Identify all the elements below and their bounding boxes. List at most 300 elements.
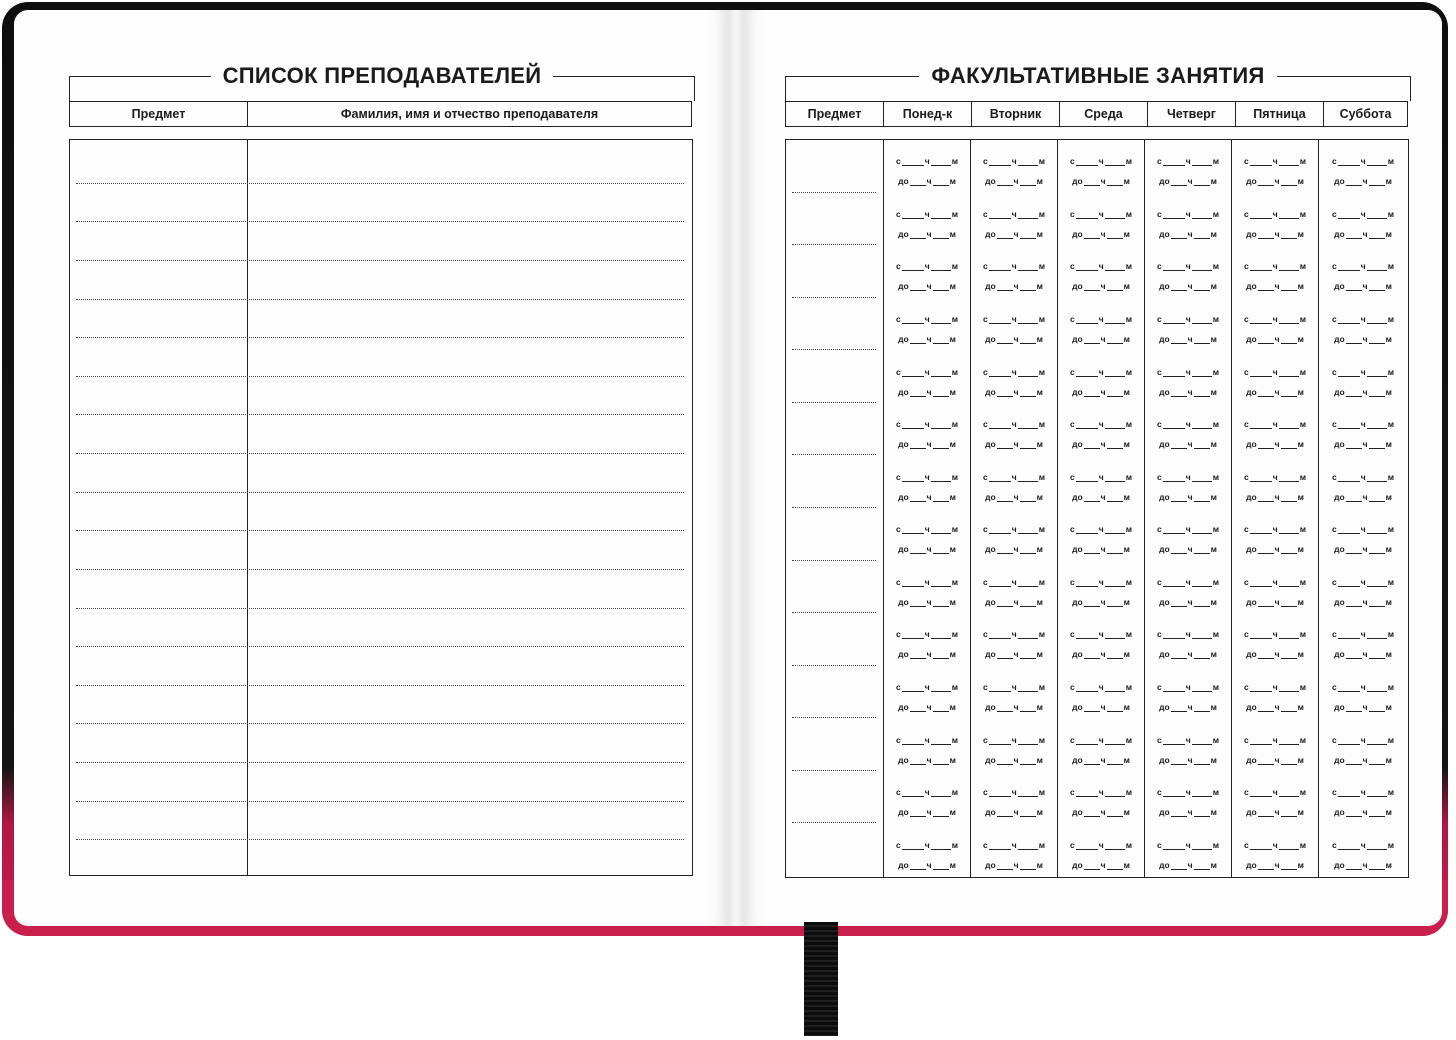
fill-blank[interactable] bbox=[1020, 335, 1036, 344]
fill-blank[interactable] bbox=[1338, 210, 1360, 219]
writing-line[interactable] bbox=[76, 260, 684, 261]
fill-blank[interactable] bbox=[1338, 525, 1360, 534]
fill-blank[interactable] bbox=[1281, 861, 1297, 870]
fill-blank[interactable] bbox=[910, 545, 926, 554]
time-slot[interactable] bbox=[1232, 771, 1318, 824]
bookmark-ribbon[interactable] bbox=[804, 922, 838, 1036]
fill-blank[interactable] bbox=[1279, 210, 1299, 219]
fill-blank[interactable] bbox=[997, 388, 1013, 397]
fill-blank[interactable] bbox=[1367, 578, 1387, 587]
fill-blank[interactable] bbox=[1107, 545, 1123, 554]
fill-blank[interactable] bbox=[931, 788, 951, 797]
writing-line[interactable] bbox=[76, 723, 684, 724]
time-slot[interactable] bbox=[1058, 508, 1144, 561]
fill-blank[interactable] bbox=[1163, 788, 1185, 797]
fill-blank[interactable] bbox=[933, 493, 949, 502]
fill-blank[interactable] bbox=[1369, 545, 1385, 554]
writing-line[interactable] bbox=[76, 453, 684, 454]
fill-blank[interactable] bbox=[1250, 210, 1272, 219]
fill-blank[interactable] bbox=[1107, 440, 1123, 449]
fill-blank[interactable] bbox=[1369, 598, 1385, 607]
fill-blank[interactable] bbox=[1192, 210, 1212, 219]
fill-blank[interactable] bbox=[1163, 630, 1185, 639]
fill-blank[interactable] bbox=[1194, 335, 1210, 344]
fill-blank[interactable] bbox=[1076, 262, 1098, 271]
time-slot[interactable] bbox=[1319, 245, 1407, 298]
fill-blank[interactable] bbox=[1084, 388, 1100, 397]
fill-blank[interactable] bbox=[902, 630, 924, 639]
fill-blank[interactable] bbox=[1250, 473, 1272, 482]
fill-blank[interactable] bbox=[1281, 598, 1297, 607]
fill-blank[interactable] bbox=[1281, 177, 1297, 186]
time-slot[interactable] bbox=[1058, 718, 1144, 771]
time-slot[interactable] bbox=[1058, 613, 1144, 666]
fill-blank[interactable] bbox=[1338, 315, 1360, 324]
fill-blank[interactable] bbox=[1018, 788, 1038, 797]
fill-blank[interactable] bbox=[902, 157, 924, 166]
fill-blank[interactable] bbox=[933, 650, 949, 659]
fill-blank[interactable] bbox=[1281, 335, 1297, 344]
fill-blank[interactable] bbox=[1084, 440, 1100, 449]
fill-blank[interactable] bbox=[1107, 282, 1123, 291]
time-slot[interactable] bbox=[1232, 245, 1318, 298]
fill-blank[interactable] bbox=[1258, 282, 1274, 291]
fill-blank[interactable] bbox=[1018, 157, 1038, 166]
fill-blank[interactable] bbox=[1163, 578, 1185, 587]
fill-blank[interactable] bbox=[1346, 388, 1362, 397]
fill-blank[interactable] bbox=[1107, 493, 1123, 502]
fill-blank[interactable] bbox=[1105, 315, 1125, 324]
fill-blank[interactable] bbox=[1367, 420, 1387, 429]
fill-blank[interactable] bbox=[1105, 525, 1125, 534]
fill-blank[interactable] bbox=[1281, 650, 1297, 659]
fill-blank[interactable] bbox=[1171, 598, 1187, 607]
time-slot[interactable] bbox=[971, 298, 1057, 351]
fill-blank[interactable] bbox=[1338, 262, 1360, 271]
fill-blank[interactable] bbox=[1171, 861, 1187, 870]
fill-blank[interactable] bbox=[1076, 630, 1098, 639]
time-slot[interactable] bbox=[971, 455, 1057, 508]
fill-blank[interactable] bbox=[1367, 525, 1387, 534]
fill-blank[interactable] bbox=[1369, 388, 1385, 397]
fill-blank[interactable] bbox=[1369, 177, 1385, 186]
fill-blank[interactable] bbox=[1369, 440, 1385, 449]
fill-blank[interactable] bbox=[1258, 388, 1274, 397]
fill-blank[interactable] bbox=[1346, 756, 1362, 765]
time-slot[interactable] bbox=[971, 771, 1057, 824]
fill-blank[interactable] bbox=[1194, 650, 1210, 659]
time-slot[interactable] bbox=[884, 718, 970, 771]
time-slot[interactable] bbox=[1232, 298, 1318, 351]
fill-blank[interactable] bbox=[910, 177, 926, 186]
time-slot[interactable] bbox=[1145, 771, 1231, 824]
fill-blank[interactable] bbox=[997, 650, 1013, 659]
fill-blank[interactable] bbox=[1076, 157, 1098, 166]
fill-blank[interactable] bbox=[989, 420, 1011, 429]
fill-blank[interactable] bbox=[931, 841, 951, 850]
fill-blank[interactable] bbox=[1250, 368, 1272, 377]
fill-blank[interactable] bbox=[1338, 420, 1360, 429]
fill-blank[interactable] bbox=[910, 861, 926, 870]
fill-blank[interactable] bbox=[1020, 650, 1036, 659]
writing-line[interactable] bbox=[76, 376, 684, 377]
fill-blank[interactable] bbox=[1163, 736, 1185, 745]
fill-blank[interactable] bbox=[997, 545, 1013, 554]
fill-blank[interactable] bbox=[1192, 473, 1212, 482]
fill-blank[interactable] bbox=[1281, 440, 1297, 449]
fill-blank[interactable] bbox=[1107, 861, 1123, 870]
time-slot[interactable] bbox=[1145, 350, 1231, 403]
fill-blank[interactable] bbox=[1367, 841, 1387, 850]
fill-blank[interactable] bbox=[1346, 808, 1362, 817]
fill-blank[interactable] bbox=[1076, 210, 1098, 219]
fill-blank[interactable] bbox=[1192, 525, 1212, 534]
fill-blank[interactable] bbox=[1258, 545, 1274, 554]
fill-blank[interactable] bbox=[1084, 703, 1100, 712]
fill-blank[interactable] bbox=[1163, 473, 1185, 482]
time-slot[interactable] bbox=[884, 245, 970, 298]
fill-blank[interactable] bbox=[1076, 683, 1098, 692]
fill-blank[interactable] bbox=[931, 210, 951, 219]
fill-blank[interactable] bbox=[1107, 808, 1123, 817]
fill-blank[interactable] bbox=[1346, 493, 1362, 502]
time-slot[interactable] bbox=[1232, 193, 1318, 246]
fill-blank[interactable] bbox=[1279, 736, 1299, 745]
fill-blank[interactable] bbox=[902, 473, 924, 482]
time-slot[interactable] bbox=[1145, 403, 1231, 456]
fill-blank[interactable] bbox=[1279, 315, 1299, 324]
fill-blank[interactable] bbox=[1338, 630, 1360, 639]
fill-blank[interactable] bbox=[1018, 420, 1038, 429]
fill-blank[interactable] bbox=[1369, 703, 1385, 712]
fill-blank[interactable] bbox=[1338, 157, 1360, 166]
fill-blank[interactable] bbox=[1076, 578, 1098, 587]
time-slot[interactable] bbox=[1058, 298, 1144, 351]
time-slot[interactable] bbox=[884, 508, 970, 561]
fill-blank[interactable] bbox=[989, 262, 1011, 271]
fill-blank[interactable] bbox=[1171, 493, 1187, 502]
fill-blank[interactable] bbox=[1338, 578, 1360, 587]
writing-line[interactable] bbox=[76, 337, 684, 338]
fill-blank[interactable] bbox=[1194, 545, 1210, 554]
fill-blank[interactable] bbox=[1084, 177, 1100, 186]
fill-blank[interactable] bbox=[1281, 493, 1297, 502]
fill-blank[interactable] bbox=[1171, 230, 1187, 239]
time-slot[interactable] bbox=[1319, 350, 1407, 403]
fill-blank[interactable] bbox=[1192, 578, 1212, 587]
fill-blank[interactable] bbox=[1250, 262, 1272, 271]
fill-blank[interactable] bbox=[1258, 861, 1274, 870]
fill-blank[interactable] bbox=[1258, 440, 1274, 449]
fill-blank[interactable] bbox=[1194, 703, 1210, 712]
fill-blank[interactable] bbox=[1250, 525, 1272, 534]
fill-blank[interactable] bbox=[1346, 650, 1362, 659]
time-slot[interactable] bbox=[971, 403, 1057, 456]
fill-blank[interactable] bbox=[1194, 230, 1210, 239]
fill-blank[interactable] bbox=[997, 703, 1013, 712]
fill-blank[interactable] bbox=[1369, 808, 1385, 817]
fill-blank[interactable] bbox=[1020, 388, 1036, 397]
writing-line[interactable] bbox=[76, 646, 684, 647]
time-slot[interactable] bbox=[1319, 193, 1407, 246]
time-slot[interactable] bbox=[1145, 613, 1231, 666]
fill-blank[interactable] bbox=[1367, 788, 1387, 797]
fill-blank[interactable] bbox=[1250, 315, 1272, 324]
time-slot[interactable] bbox=[1319, 298, 1407, 351]
time-slot[interactable] bbox=[1145, 718, 1231, 771]
fill-blank[interactable] bbox=[902, 420, 924, 429]
fill-blank[interactable] bbox=[933, 282, 949, 291]
fill-blank[interactable] bbox=[1367, 368, 1387, 377]
fill-blank[interactable] bbox=[989, 473, 1011, 482]
fill-blank[interactable] bbox=[933, 703, 949, 712]
fill-blank[interactable] bbox=[933, 440, 949, 449]
fill-blank[interactable] bbox=[1084, 545, 1100, 554]
fill-blank[interactable] bbox=[1163, 420, 1185, 429]
time-slot[interactable] bbox=[1058, 403, 1144, 456]
fill-blank[interactable] bbox=[1258, 598, 1274, 607]
time-slot[interactable] bbox=[884, 561, 970, 614]
fill-blank[interactable] bbox=[1163, 262, 1185, 271]
fill-blank[interactable] bbox=[1105, 368, 1125, 377]
fill-blank[interactable] bbox=[910, 388, 926, 397]
fill-blank[interactable] bbox=[902, 683, 924, 692]
fill-blank[interactable] bbox=[1020, 756, 1036, 765]
fill-blank[interactable] bbox=[931, 525, 951, 534]
time-slot[interactable] bbox=[1145, 193, 1231, 246]
time-slot[interactable] bbox=[884, 298, 970, 351]
time-slot[interactable] bbox=[1319, 823, 1407, 876]
fill-blank[interactable] bbox=[997, 230, 1013, 239]
fill-blank[interactable] bbox=[1281, 230, 1297, 239]
fill-blank[interactable] bbox=[902, 210, 924, 219]
fill-blank[interactable] bbox=[933, 598, 949, 607]
fill-blank[interactable] bbox=[989, 788, 1011, 797]
time-slot[interactable] bbox=[1145, 455, 1231, 508]
fill-blank[interactable] bbox=[1020, 177, 1036, 186]
fill-blank[interactable] bbox=[1105, 578, 1125, 587]
time-slot[interactable] bbox=[1319, 771, 1407, 824]
fill-blank[interactable] bbox=[1020, 861, 1036, 870]
fill-blank[interactable] bbox=[1279, 578, 1299, 587]
fill-blank[interactable] bbox=[1163, 368, 1185, 377]
fill-blank[interactable] bbox=[997, 177, 1013, 186]
fill-blank[interactable] bbox=[1367, 262, 1387, 271]
time-slot[interactable] bbox=[884, 140, 970, 193]
fill-blank[interactable] bbox=[1163, 525, 1185, 534]
fill-blank[interactable] bbox=[931, 368, 951, 377]
time-slot[interactable] bbox=[1232, 140, 1318, 193]
fill-blank[interactable] bbox=[1020, 703, 1036, 712]
time-slot[interactable] bbox=[1058, 350, 1144, 403]
fill-blank[interactable] bbox=[1194, 598, 1210, 607]
time-slot[interactable] bbox=[884, 403, 970, 456]
time-slot[interactable] bbox=[1232, 350, 1318, 403]
fill-blank[interactable] bbox=[933, 545, 949, 554]
fill-blank[interactable] bbox=[1163, 841, 1185, 850]
time-slot[interactable] bbox=[971, 508, 1057, 561]
fill-blank[interactable] bbox=[1076, 736, 1098, 745]
fill-blank[interactable] bbox=[1107, 388, 1123, 397]
fill-blank[interactable] bbox=[1171, 703, 1187, 712]
time-slot[interactable] bbox=[1232, 561, 1318, 614]
fill-blank[interactable] bbox=[902, 788, 924, 797]
fill-blank[interactable] bbox=[1084, 808, 1100, 817]
fill-blank[interactable] bbox=[1084, 756, 1100, 765]
fill-blank[interactable] bbox=[1369, 230, 1385, 239]
fill-blank[interactable] bbox=[1194, 440, 1210, 449]
time-slot[interactable] bbox=[1058, 666, 1144, 719]
writing-line[interactable] bbox=[76, 221, 684, 222]
fill-blank[interactable] bbox=[997, 756, 1013, 765]
fill-blank[interactable] bbox=[1338, 368, 1360, 377]
fill-blank[interactable] bbox=[1338, 683, 1360, 692]
fill-blank[interactable] bbox=[1107, 335, 1123, 344]
fill-blank[interactable] bbox=[931, 420, 951, 429]
fill-blank[interactable] bbox=[1020, 545, 1036, 554]
fill-blank[interactable] bbox=[1279, 368, 1299, 377]
fill-blank[interactable] bbox=[1018, 210, 1038, 219]
fill-blank[interactable] bbox=[902, 525, 924, 534]
fill-blank[interactable] bbox=[1107, 756, 1123, 765]
fill-blank[interactable] bbox=[1338, 788, 1360, 797]
time-slot[interactable] bbox=[1232, 403, 1318, 456]
fill-blank[interactable] bbox=[1163, 315, 1185, 324]
fill-blank[interactable] bbox=[1192, 788, 1212, 797]
fill-blank[interactable] bbox=[1346, 282, 1362, 291]
fill-blank[interactable] bbox=[989, 630, 1011, 639]
writing-line[interactable] bbox=[76, 608, 684, 609]
fill-blank[interactable] bbox=[1369, 861, 1385, 870]
time-slot[interactable] bbox=[1145, 823, 1231, 876]
fill-blank[interactable] bbox=[933, 230, 949, 239]
fill-blank[interactable] bbox=[1192, 683, 1212, 692]
fill-blank[interactable] bbox=[1018, 368, 1038, 377]
time-slot[interactable] bbox=[1058, 771, 1144, 824]
fill-blank[interactable] bbox=[1171, 756, 1187, 765]
fill-blank[interactable] bbox=[1250, 157, 1272, 166]
fill-blank[interactable] bbox=[1105, 210, 1125, 219]
fill-blank[interactable] bbox=[997, 493, 1013, 502]
fill-blank[interactable] bbox=[1105, 788, 1125, 797]
fill-blank[interactable] bbox=[997, 335, 1013, 344]
fill-blank[interactable] bbox=[1258, 808, 1274, 817]
writing-line[interactable] bbox=[76, 685, 684, 686]
fill-blank[interactable] bbox=[1346, 177, 1362, 186]
fill-blank[interactable] bbox=[1076, 315, 1098, 324]
fill-blank[interactable] bbox=[1250, 420, 1272, 429]
fill-blank[interactable] bbox=[1346, 230, 1362, 239]
fill-blank[interactable] bbox=[1084, 335, 1100, 344]
fill-blank[interactable] bbox=[997, 598, 1013, 607]
fill-blank[interactable] bbox=[1250, 841, 1272, 850]
fill-blank[interactable] bbox=[933, 808, 949, 817]
time-slot[interactable] bbox=[1319, 455, 1407, 508]
time-slot[interactable] bbox=[1145, 245, 1231, 298]
fill-blank[interactable] bbox=[1171, 335, 1187, 344]
fill-blank[interactable] bbox=[1192, 841, 1212, 850]
fill-blank[interactable] bbox=[1281, 808, 1297, 817]
fill-blank[interactable] bbox=[910, 703, 926, 712]
fill-blank[interactable] bbox=[1279, 420, 1299, 429]
writing-line[interactable] bbox=[76, 414, 684, 415]
fill-blank[interactable] bbox=[1018, 736, 1038, 745]
fill-blank[interactable] bbox=[902, 315, 924, 324]
time-slot[interactable] bbox=[1145, 561, 1231, 614]
fill-blank[interactable] bbox=[989, 210, 1011, 219]
fill-blank[interactable] bbox=[1346, 545, 1362, 554]
fill-blank[interactable] bbox=[1338, 736, 1360, 745]
fill-blank[interactable] bbox=[989, 315, 1011, 324]
fill-blank[interactable] bbox=[931, 736, 951, 745]
fill-blank[interactable] bbox=[1163, 157, 1185, 166]
fill-blank[interactable] bbox=[1084, 282, 1100, 291]
fill-blank[interactable] bbox=[997, 808, 1013, 817]
fill-blank[interactable] bbox=[1084, 650, 1100, 659]
fill-blank[interactable] bbox=[1281, 703, 1297, 712]
fill-blank[interactable] bbox=[1018, 841, 1038, 850]
time-slot[interactable] bbox=[971, 613, 1057, 666]
fill-blank[interactable] bbox=[1076, 841, 1098, 850]
fill-blank[interactable] bbox=[1107, 177, 1123, 186]
fill-blank[interactable] bbox=[1250, 788, 1272, 797]
fill-blank[interactable] bbox=[931, 473, 951, 482]
fill-blank[interactable] bbox=[1258, 177, 1274, 186]
writing-line[interactable] bbox=[76, 762, 684, 763]
fill-blank[interactable] bbox=[1194, 493, 1210, 502]
fill-blank[interactable] bbox=[1107, 703, 1123, 712]
fill-blank[interactable] bbox=[1018, 683, 1038, 692]
fill-blank[interactable] bbox=[1194, 861, 1210, 870]
fill-blank[interactable] bbox=[997, 440, 1013, 449]
fill-blank[interactable] bbox=[933, 388, 949, 397]
time-slot[interactable] bbox=[884, 193, 970, 246]
fill-blank[interactable] bbox=[1076, 525, 1098, 534]
fill-blank[interactable] bbox=[1367, 157, 1387, 166]
fill-blank[interactable] bbox=[1281, 756, 1297, 765]
fill-blank[interactable] bbox=[933, 861, 949, 870]
fill-blank[interactable] bbox=[1346, 440, 1362, 449]
fill-blank[interactable] bbox=[1338, 473, 1360, 482]
fill-blank[interactable] bbox=[1279, 788, 1299, 797]
writing-line[interactable] bbox=[76, 839, 684, 840]
fill-blank[interactable] bbox=[1367, 210, 1387, 219]
fill-blank[interactable] bbox=[1258, 703, 1274, 712]
fill-blank[interactable] bbox=[1163, 683, 1185, 692]
fill-blank[interactable] bbox=[1107, 598, 1123, 607]
fill-blank[interactable] bbox=[910, 282, 926, 291]
time-slot[interactable] bbox=[1319, 561, 1407, 614]
fill-blank[interactable] bbox=[989, 736, 1011, 745]
fill-blank[interactable] bbox=[1346, 598, 1362, 607]
writing-line[interactable] bbox=[76, 801, 684, 802]
fill-blank[interactable] bbox=[902, 262, 924, 271]
fill-blank[interactable] bbox=[1258, 493, 1274, 502]
time-slot[interactable] bbox=[971, 350, 1057, 403]
time-slot[interactable] bbox=[1232, 455, 1318, 508]
fill-blank[interactable] bbox=[1018, 630, 1038, 639]
fill-blank[interactable] bbox=[1194, 282, 1210, 291]
fill-blank[interactable] bbox=[1367, 315, 1387, 324]
fill-blank[interactable] bbox=[931, 630, 951, 639]
fill-blank[interactable] bbox=[1018, 525, 1038, 534]
fill-blank[interactable] bbox=[989, 578, 1011, 587]
time-slot[interactable] bbox=[971, 561, 1057, 614]
fill-blank[interactable] bbox=[1194, 388, 1210, 397]
fill-blank[interactable] bbox=[1279, 841, 1299, 850]
time-slot[interactable] bbox=[1319, 718, 1407, 771]
fill-blank[interactable] bbox=[1194, 756, 1210, 765]
